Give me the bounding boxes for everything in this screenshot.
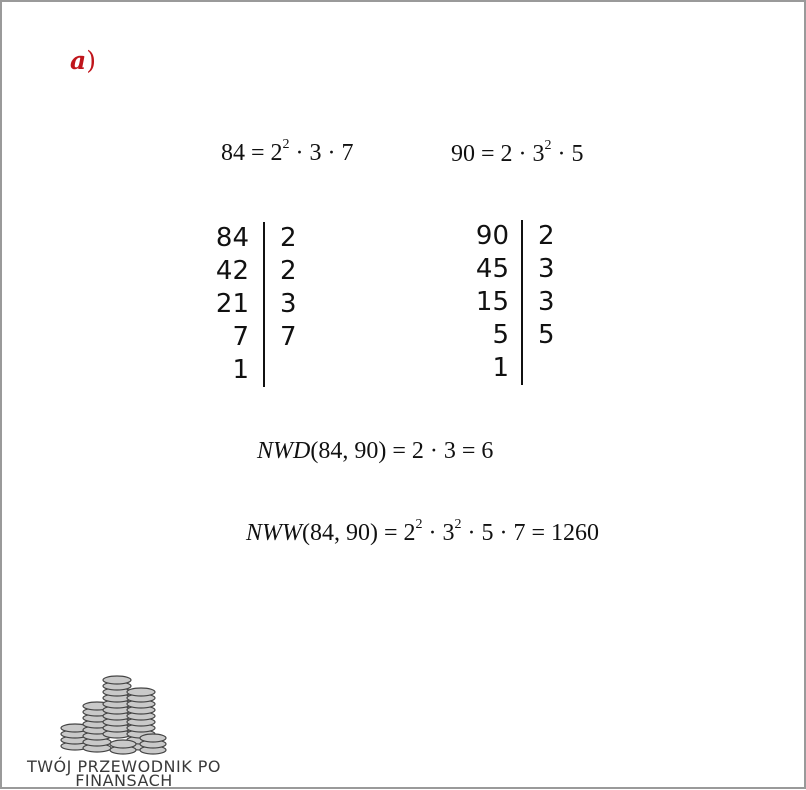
logo-text xyxy=(6,757,242,790)
ladder-number: 7 xyxy=(232,322,249,352)
ladder-number: 5 xyxy=(492,320,509,350)
ladder-number: 1 xyxy=(492,353,509,383)
ladder-number: 21 xyxy=(215,289,249,319)
gcd-expression: (84, 90) = 2 · 3 = 6 xyxy=(310,438,494,464)
ladder-84-numbers xyxy=(207,222,249,387)
ladder-divisor: 2 xyxy=(538,221,555,251)
part-label xyxy=(70,46,96,75)
factorization-84-rest: · 3 · 7 xyxy=(289,140,354,166)
ladder-number: 1 xyxy=(232,355,249,385)
factorization-84-lhs: 84 xyxy=(221,140,245,166)
ladder-90-divisors xyxy=(538,220,555,352)
ladder-90-numbers xyxy=(467,220,509,385)
gcd-equation xyxy=(257,438,493,465)
ladder-number: 84 xyxy=(215,223,249,253)
part-paren: ) xyxy=(86,46,96,75)
factorization-90-exp: 2 xyxy=(544,138,552,153)
lcm-expression-rest: · 5 · 7 = 1260 xyxy=(461,520,600,546)
ladder-divisor: 5 xyxy=(538,320,555,350)
ladder-number: 15 xyxy=(475,287,509,317)
ladder-divider-line xyxy=(263,222,265,387)
logo-line-2: FINANSACH xyxy=(75,771,173,790)
factorization-90-rest: · 5 xyxy=(551,141,584,167)
lcm-equation xyxy=(246,517,600,547)
site-logo xyxy=(2,674,242,790)
part-letter: a xyxy=(70,46,87,75)
ladder-divisor: 3 xyxy=(538,287,555,317)
lcm-exp-1: 2 xyxy=(415,517,423,532)
factorization-84-exp: 2 xyxy=(282,137,290,152)
ladder-divider-line xyxy=(521,220,523,385)
division-ladder-84 xyxy=(207,222,327,392)
ladder-divisor: 3 xyxy=(538,254,555,284)
ladder-number: 42 xyxy=(215,256,249,286)
ladder-divisor: 7 xyxy=(280,322,297,352)
ladder-number: 45 xyxy=(475,254,509,284)
ladder-divisor: 3 xyxy=(280,289,297,319)
factorization-84-text: = 2 xyxy=(251,140,283,166)
lcm-expression-start: (84, 90) = 2 xyxy=(302,520,416,546)
factorization-84 xyxy=(221,137,354,167)
logo-line-1: TWÓJ PRZEWODNIK PO xyxy=(26,757,222,776)
lcm-expression-mid: · 3 xyxy=(422,520,455,546)
division-ladder-90 xyxy=(467,220,587,390)
ladder-divisor: 2 xyxy=(280,223,297,253)
ladder-number: 90 xyxy=(475,221,509,251)
lcm-name: NWW xyxy=(246,520,302,546)
ladder-84-divisors xyxy=(280,222,297,354)
coin-stacks-icon xyxy=(57,674,169,756)
factorization-90-lhs: 90 xyxy=(451,141,475,167)
lcm-exp-2: 2 xyxy=(454,517,462,532)
gcd-name: NWD xyxy=(257,438,311,464)
factorization-90 xyxy=(451,138,584,168)
factorization-90-text: = 2 · 3 xyxy=(481,141,545,167)
ladder-divisor: 2 xyxy=(280,256,297,286)
